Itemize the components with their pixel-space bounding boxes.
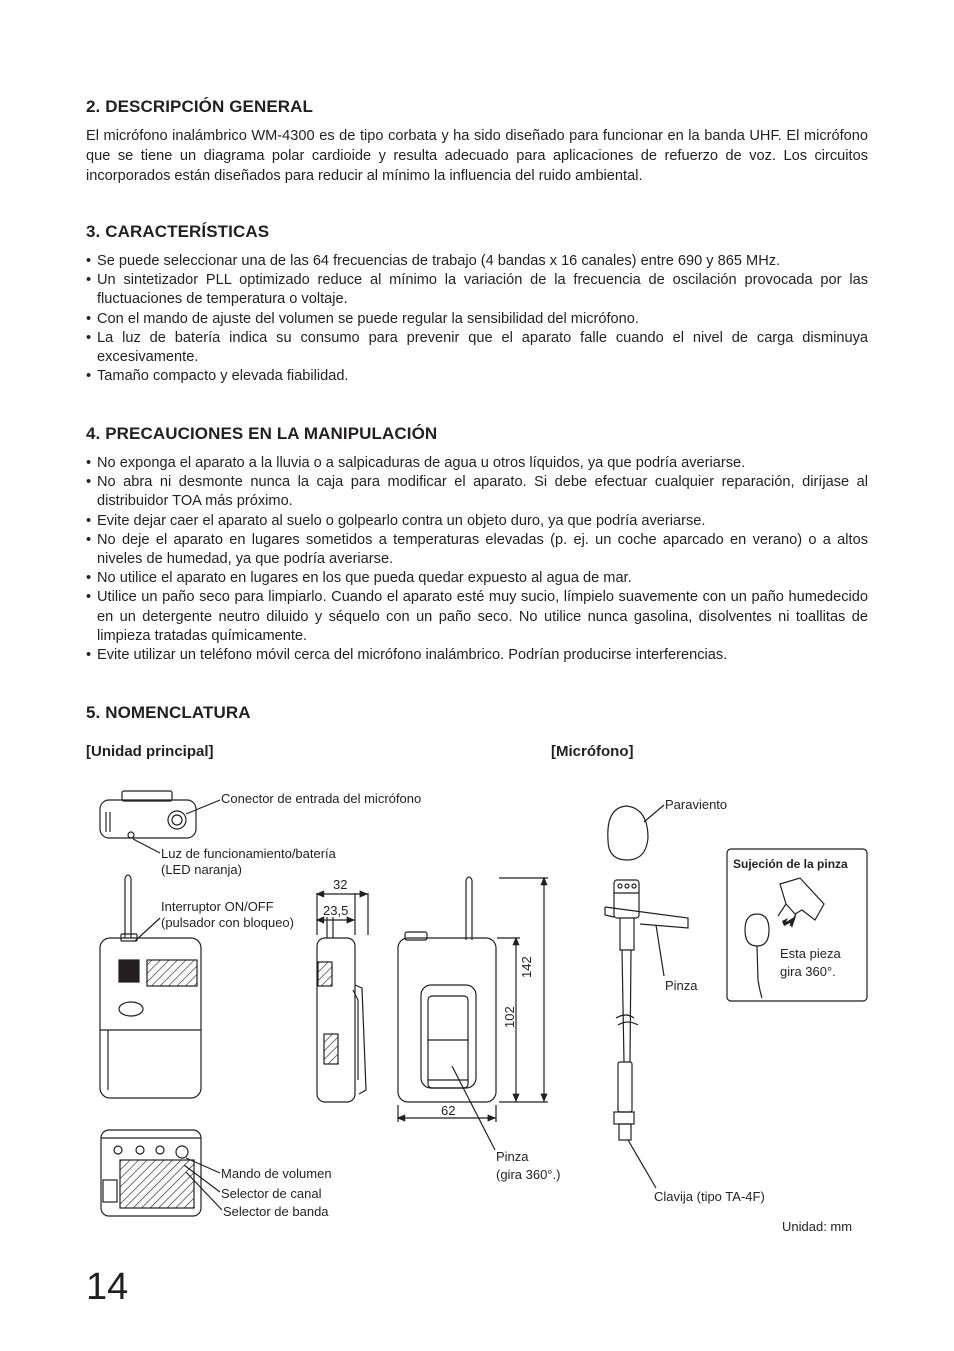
- label-unit: Unidad: mm: [782, 1219, 853, 1234]
- list-item: • Se puede seleccionar una de las 64 frecuencias de trabajo (4 bandas x 16 canales) entre 690 y 865 MHz.: [86, 252, 868, 271]
- label-channel: Selector de canal: [221, 1186, 322, 1201]
- dimension-23-5: 23,5: [323, 903, 349, 918]
- main-unit-top-view: [100, 791, 196, 838]
- list-item: • No abra ni desmonte nunca la caja para modificar el aparato. Si debe efectuar cualquier reparación, diríjase al distribuidor TOA más próximo.: [86, 473, 868, 511]
- section-title-descripcion: 2. DESCRIPCIÓN GENERAL: [86, 97, 314, 116]
- section-text-descripcion: El micrófono inalámbrico WM-4300 es de tipo corbata y ha sido diseñado para funcionar en la banda UHF. El micrófono que se tiene un diagrama polar cardioide y resulta adecuado para aplicaciones de refuerzo de voz. Los circuitos incorporados están diseñados para reducir al mínimo la influencia del ruido ambiental.: [86, 128, 868, 184]
- list-item: • Evite dejar caer el aparato al suelo o golpearlo contra un objeto duro, ya que podría averiarse.: [86, 512, 868, 531]
- label-rotate-line1: Esta pieza: [780, 946, 841, 961]
- label-plug: Clavija (tipo TA-4F): [654, 1189, 765, 1204]
- label-switch-line1: Interruptor ON/OFF: [161, 899, 274, 914]
- dimension-32: 32: [333, 877, 348, 892]
- rotate-arrow-icon: [782, 916, 796, 928]
- list-item: • La luz de batería indica su consumo para prevenir que el aparato falle cuando el nivel de carga disminuya excesivamente.: [86, 329, 868, 367]
- main-unit-back-view: [398, 877, 496, 1102]
- label-connector: Conector de entrada del micrófono: [221, 791, 422, 806]
- label-clip-line1: Pinza: [496, 1149, 529, 1164]
- main-unit-side-view: [317, 917, 366, 1102]
- section-title-nomenclatura: 5. NOMENCLATURA: [86, 703, 251, 722]
- section-title-precauciones: 4. PRECAUCIONES EN LA MANIPULACIÓN: [86, 424, 438, 443]
- list-item: • Con el mando de ajuste del volumen se puede regular la sensibilidad del micrófono.: [86, 310, 868, 329]
- label-led-line2: (LED naranja): [161, 862, 242, 877]
- subheading-unidad-principal: [Unidad principal]: [86, 743, 214, 760]
- list-item: • Utilice un paño seco para limpiarlo. Cuando el aparato esté muy sucio, límpielo suavemente con un paño humedecido en un detergente neutro diluido y séquelo con un paño seco. No utilice nunca gasolina, disolventes ni toallitas de limpieza tratadas químicamente.: [86, 588, 868, 646]
- label-led-line1: Luz de funcionamiento/batería: [161, 846, 336, 861]
- list-item: • No deje el aparato en lugares sometidos a temperaturas elevadas (p. ej. un coche aparcado en verano) o a altos niveles de humedad, ya que podría averiarse.: [86, 531, 868, 569]
- label-clip-line2: (gira 360°.): [496, 1167, 561, 1182]
- label-rotate-line2: gira 360°.: [780, 964, 836, 979]
- label-mic-clip: Pinza: [665, 978, 698, 993]
- dimension-142: 142: [519, 956, 534, 978]
- section-title-caracteristicas: 3. CARACTERÍSTICAS: [86, 222, 270, 241]
- label-clip-box-title: Sujeción de la pinza: [733, 857, 848, 871]
- list-item: • No exponga el aparato a la lluvia o a salpicaduras de agua u otros líquidos, ya que podría averiarse.: [86, 454, 868, 473]
- list-item: • Tamaño compacto y elevada fiabilidad.: [86, 367, 868, 386]
- dimension-102: 102: [502, 1006, 517, 1028]
- label-switch-line2: (pulsador con bloqueo): [161, 915, 294, 930]
- dimension-62: 62: [441, 1103, 456, 1118]
- list-item: • No utilice el aparato en lugares en los que pueda quedar expuesto al agua de mar.: [86, 569, 868, 588]
- list-item: • Evite utilizar un teléfono móvil cerca del micrófono inalámbrico. Podrían producirse interferencias.: [86, 646, 868, 665]
- subheading-microfono: [Micrófono]: [551, 743, 634, 760]
- label-volume: Mando de volumen: [221, 1166, 332, 1181]
- microphone-drawing: [605, 805, 688, 1188]
- list-item: • Un sintetizador PLL optimizado reduce al mínimo la variación de la frecuencia de oscilación provocada por las fluctuaciones de temperatura o voltaje.: [86, 271, 868, 309]
- page-number: 14: [86, 1266, 129, 1308]
- label-windscreen: Paraviento: [665, 797, 728, 812]
- main-unit-bottom-view: [101, 1130, 201, 1216]
- label-band: Selector de banda: [223, 1204, 329, 1219]
